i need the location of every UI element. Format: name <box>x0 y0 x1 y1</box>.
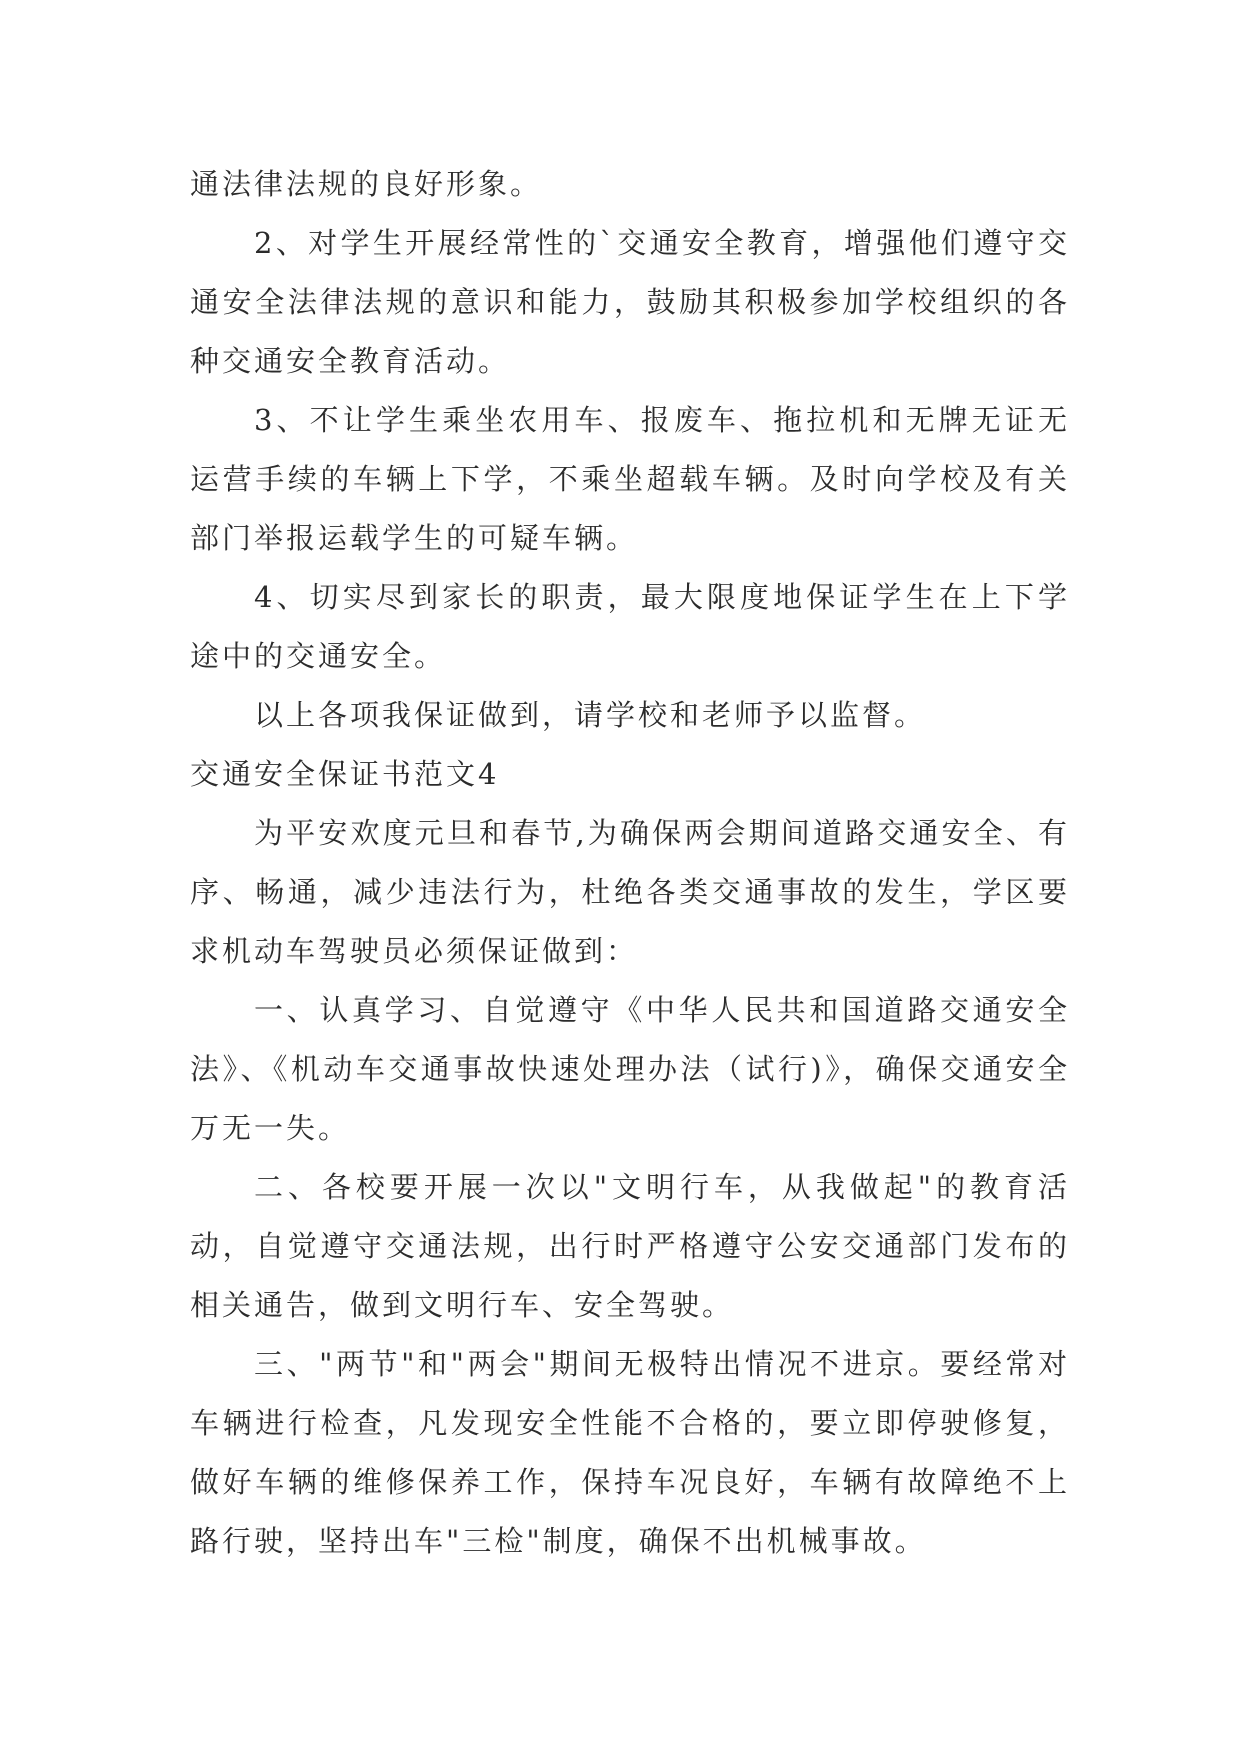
document-body <box>190 155 1070 1571</box>
paragraph-item-3: 3、不让学生乘坐农用车、报废车、拖拉机和无牌无证无运营手续的车辆上下学，不乘坐超载车辆。及时向学校及有关部门举报运载学生的可疑车辆。 <box>190 403 1070 555</box>
paragraph-item-2: 2、对学生开展经常性的`交通安全教育，增强他们遵守交通安全法律法规的意识和能力，鼓励其积极参加学校组织的各种交通安全教育活动。 <box>190 226 1070 378</box>
paragraph-rule-1: 一、认真学习、自觉遵守《中华人民共和国道路交通安全法》、《机动车交通事故快速处理办法（试行)》，确保交通安全万无一失。 <box>190 993 1070 1145</box>
paragraph-rule-2: 二、各校要开展一次以"文明行车，从我做起"的教育活动，自觉遵守交通法规，出行时严格遵守公安交通部门发布的相关通告，做到文明行车、安全驾驶。 <box>190 1170 1070 1322</box>
paragraph-intro: 为平安欢度元旦和春节,为确保两会期间道路交通安全、有序、畅通，减少违法行为，杜绝各类交通事故的发生，学区要求机动车驾驶员必须保证做到： <box>190 816 1070 968</box>
section-heading: 交通安全保证书范文4 <box>190 757 500 791</box>
paragraph-closing: 以上各项我保证做到，请学校和老师予以监督。 <box>254 698 927 732</box>
paragraph-continuation: 通法律法规的良好形象。 <box>190 167 543 201</box>
paragraph-rule-3: 三、"两节"和"两会"期间无极特出情况不进京。要经常对车辆进行检查，凡发现安全性能不合格的，要立即停驶修复，做好车辆的维修保养工作，保持车况良好，车辆有故障绝不上路行驶，坚持出车"三检"制度，确保不出机械事故。 <box>190 1347 1070 1558</box>
paragraph-item-4: 4、切实尽到家长的职责，最大限度地保证学生在上下学途中的交通安全。 <box>190 580 1070 673</box>
